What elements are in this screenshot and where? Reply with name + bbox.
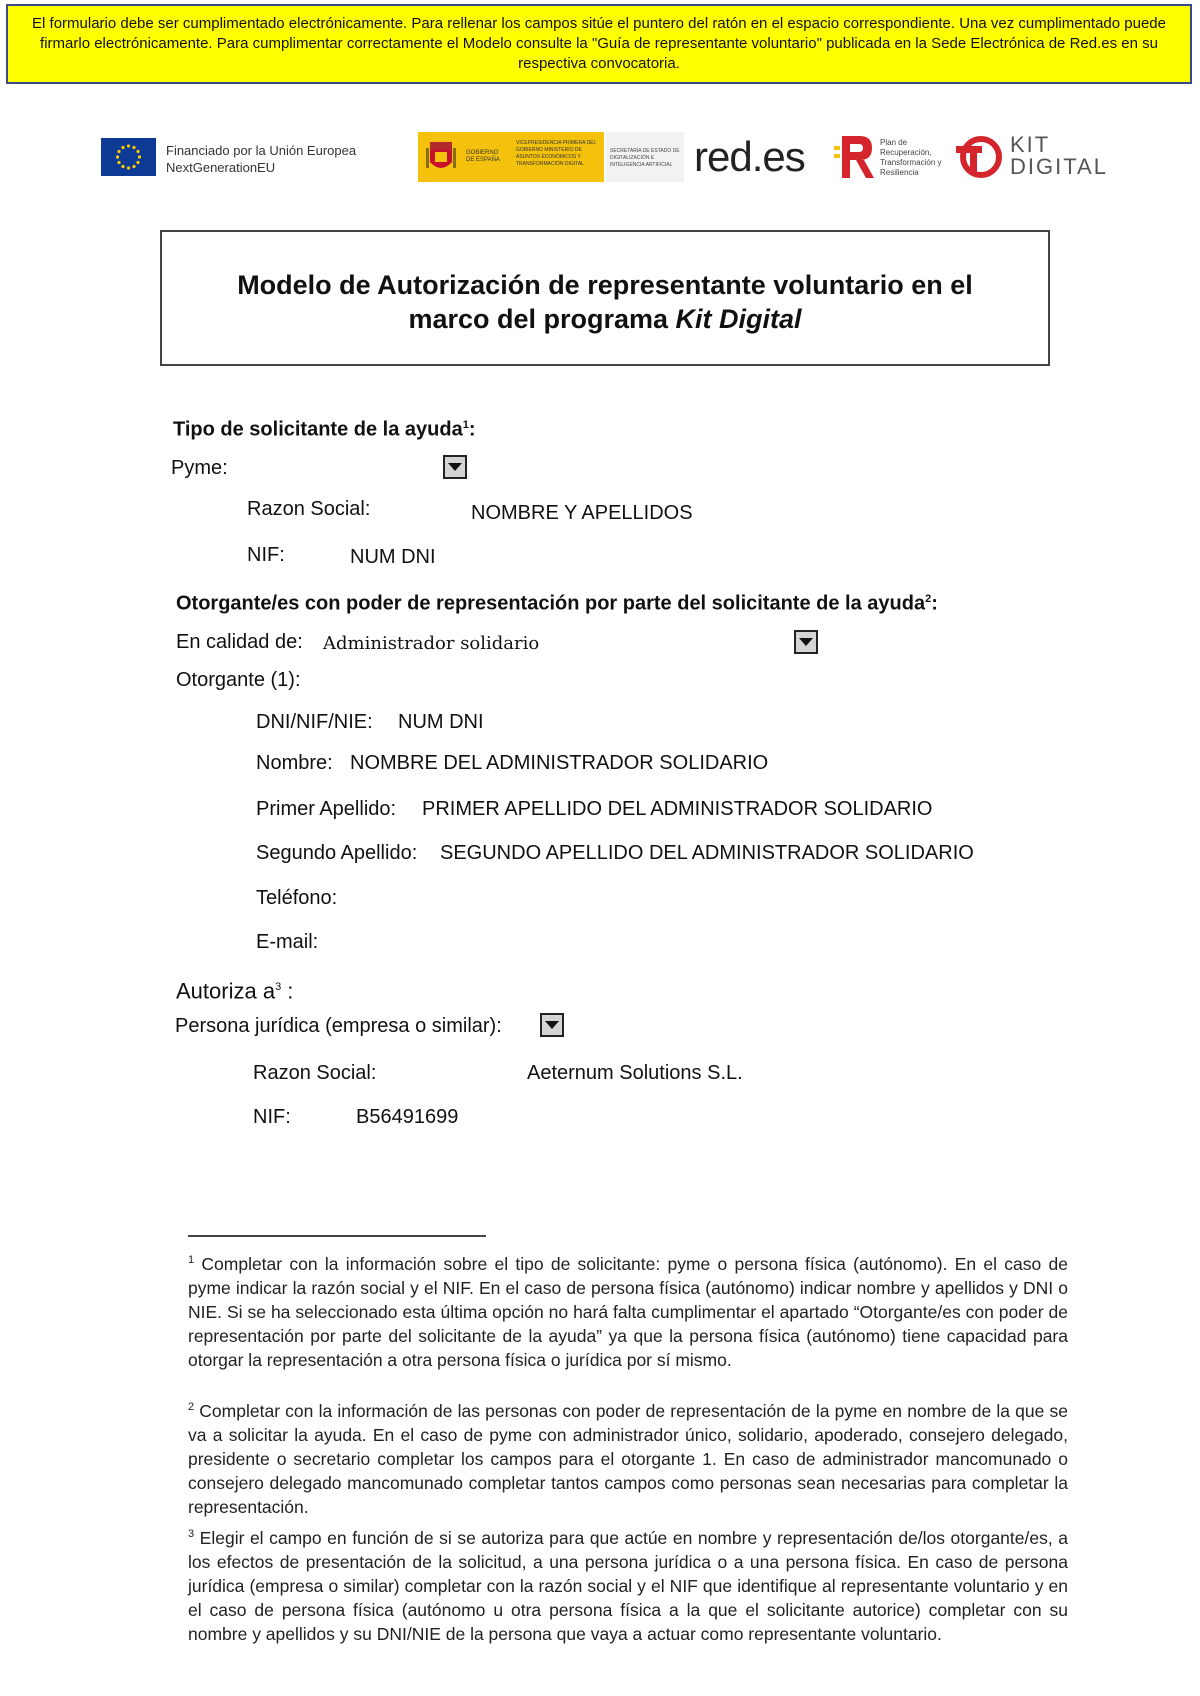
solicitante-heading-suffix: : xyxy=(468,418,476,441)
footnote-2 xyxy=(188,1395,1068,1519)
solicitante-heading-text: Tipo de solicitante de la ayuda xyxy=(173,418,463,441)
title-line2 xyxy=(162,302,1048,336)
secretaria-logo xyxy=(606,132,684,182)
instructions-text: El formulario debe ser cumplimentado electrónicamente. Para rellenar los campos sitúe el puntero del ratón en el espacio correspondiente. Una vez cumplimentado puede firmarlo electrónicamente. Para cumplimentar correctamente el Modelo consulte la "Guía de representante voluntario" publicada en la Sede Electrónica de Red.es en su respectiva convocatoria. xyxy=(32,15,1166,72)
eu-funding-line1: Financiado por la Unión Europea xyxy=(166,143,357,158)
autoriza-heading-text: Autoriza a xyxy=(176,978,276,1004)
spain-shield-icon xyxy=(426,140,456,174)
footnote-2-text: Completar con la información de las personas con poder de representación de la pyme en nombre de la que se va a solicitar la ayuda. En el caso de pyme con administrador único, solidario, apoderado, consejero delegado, presidente o secretario completar los campos para el otorgante 1. En caso de administrador mancomunado o consejero delegado mancomunado completar tantos campos como personas sean necesarias para completar la representación. xyxy=(188,1400,1068,1517)
calidad-select-value[interactable]: Administrador solidario xyxy=(323,633,540,654)
eu-funding-line2: NextGenerationEU xyxy=(166,160,276,175)
document-title-box xyxy=(160,230,1050,366)
document-title xyxy=(162,268,1048,336)
solicitante-razon-label: Razon Social: xyxy=(247,498,371,520)
autoriza-tipo-label: Persona jurídica (empresa o similar): xyxy=(175,1015,502,1037)
footnote-separator xyxy=(188,1235,486,1237)
segundo-apellido-field[interactable]: SEGUNDO APELLIDO DEL ADMINISTRADOR SOLIDARIO xyxy=(440,842,974,864)
redes-logo: red.es xyxy=(694,133,805,180)
solicitante-nif-label: NIF: xyxy=(247,544,285,566)
segundo-apellido-label: Segundo Apellido: xyxy=(256,842,418,864)
dni-field[interactable]: NUM DNI xyxy=(398,711,484,733)
title-line2-italic: Kit Digital xyxy=(675,304,802,334)
logos-row xyxy=(0,120,1200,200)
title-line2-prefix: marco del programa xyxy=(408,304,676,334)
footnote-1-number: 1 xyxy=(188,1254,195,1266)
solicitante-tipo-dropdown[interactable] xyxy=(443,455,467,479)
footnote-ref-2: 2 xyxy=(925,593,932,605)
calidad-label: En calidad de: xyxy=(176,631,303,653)
otorgantes-heading-suffix: : xyxy=(931,592,938,615)
kit-digital-line2: DIGITAL xyxy=(1010,154,1108,179)
footnote-1 xyxy=(188,1248,1068,1372)
instructions-banner xyxy=(6,4,1192,84)
ministerio-text: VICEPRESIDENCIA PRIMERA DEL GOBIERNO MINISTERIO DE ASUNTOS ECONÓMICOS Y TRANSFORMACIÓN DIGITAL xyxy=(516,140,597,167)
otorgantes-heading-text: Otorgante/es con poder de representación por parte del solicitante de la ayuda xyxy=(176,592,926,615)
primer-apellido-field[interactable]: PRIMER APELLIDO DEL ADMINISTRADOR SOLIDARIO xyxy=(422,798,933,820)
kit-digital-line1: KIT xyxy=(1010,132,1051,157)
solicitante-nif-field[interactable]: NUM DNI xyxy=(350,546,436,568)
telefono-label: Teléfono: xyxy=(256,887,338,909)
solicitante-heading xyxy=(173,413,476,442)
autoriza-nif-label: NIF: xyxy=(253,1106,291,1128)
nombre-field[interactable]: NOMBRE DEL ADMINISTRADOR SOLIDARIO xyxy=(350,752,769,774)
secretaria-text: SECRETARÍA DE ESTADO DE DIGITALIZACIÓN E INTELIGENCIA ARTIFICIAL xyxy=(610,148,680,168)
solicitante-tipo-label: Pyme: xyxy=(171,457,228,479)
plan-recuperacion-r-icon xyxy=(832,132,876,182)
autoriza-razon-label: Razon Social: xyxy=(253,1062,377,1084)
autoriza-razon-field[interactable]: Aeternum Solutions S.L. xyxy=(527,1062,743,1084)
solicitante-razon-field[interactable]: NOMBRE Y APELLIDOS xyxy=(471,502,693,524)
autoriza-tipo-dropdown[interactable] xyxy=(540,1013,564,1037)
autoriza-heading xyxy=(176,975,293,1003)
footnote-3-number: 3 xyxy=(188,1528,195,1540)
email-label: E-mail: xyxy=(256,931,319,953)
plan-recuperacion-text: Plan de Recuperación, Transformación y Resiliencia xyxy=(880,138,942,177)
footnote-3 xyxy=(188,1522,1068,1646)
primer-apellido-label: Primer Apellido: xyxy=(256,798,397,820)
footnote-2-number: 2 xyxy=(188,1401,195,1413)
dni-label: DNI/NIF/NIE: xyxy=(256,711,373,733)
footnote-ref-1: 1 xyxy=(462,419,469,431)
kit-digital-icon xyxy=(956,134,1004,180)
nombre-label: Nombre: xyxy=(256,752,333,774)
eu-flag-icon xyxy=(101,138,156,176)
otorgantes-heading xyxy=(176,587,938,616)
kit-digital-text xyxy=(1010,134,1108,178)
footnote-ref-3: 3 xyxy=(275,981,282,993)
autoriza-nif-field[interactable]: B56491699 xyxy=(356,1106,459,1128)
otorgante-1-label: Otorgante (1): xyxy=(176,669,301,691)
gobierno-text: GOBIERNO DE ESPAÑA xyxy=(466,150,500,163)
title-line1: Modelo de Autorización de representante voluntario en el xyxy=(237,270,973,300)
footnote-3-text: Elegir el campo en función de si se autoriza para que actúe en nombre y representación de/los otorgante/es, a los efectos de presentación de la solicitud, a una persona jurídica o a una persona física. En caso de persona jurídica (empresa o similar) completar con la razón social y el NIF que identifique al representante voluntario y en el caso de persona física (autónomo u otra persona física a la que el solicitante autorice) completar con su nombre y apellidos y su DNI/NIE de la persona que vaya a actuar como representante voluntario. xyxy=(188,1527,1068,1644)
eu-funding-text xyxy=(166,142,356,176)
footnote-1-text: Completar con la información sobre el tipo de solicitante: pyme o persona física (autónomo). En el caso de pyme indicar la razón social y el NIF. En el caso de persona física (autónomo) indicar nombre y apellidos y DNI o NIE. Si se ha seleccionado esta última opción no hará falta cumplimentar el apartado “Otorgante/es con poder de representación por parte del solicitante de la ayuda” ya que la persona física (autónomo) tiene capacidad para otorgar la representación a otra persona física o jurídica por sí mismo. xyxy=(188,1253,1068,1370)
gobierno-logo xyxy=(418,132,604,182)
calidad-dropdown[interactable] xyxy=(794,630,818,654)
autoriza-heading-suffix: : xyxy=(281,978,294,1004)
